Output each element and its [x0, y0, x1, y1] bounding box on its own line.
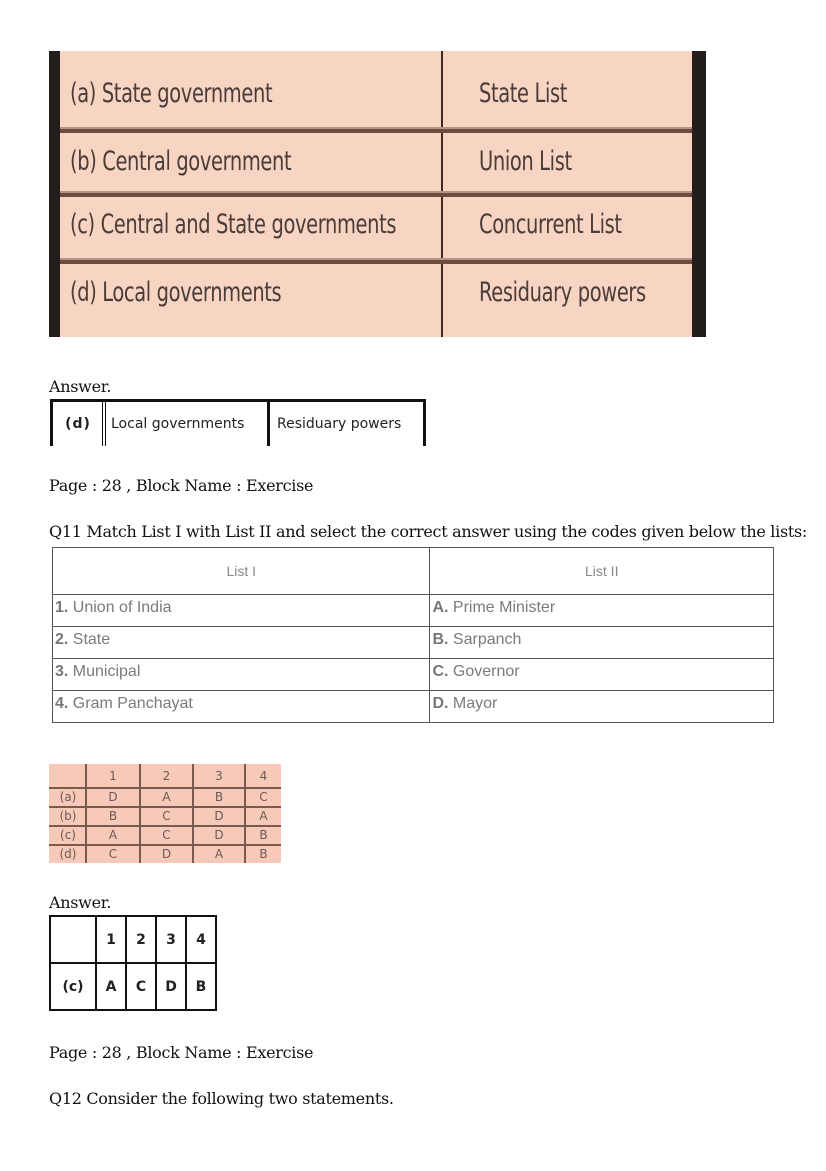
table-row [53, 627, 774, 659]
row-d-right: Residuary powers [479, 277, 646, 308]
row-d-left: (d) Local governments [70, 277, 282, 308]
codes-header-row: 1 2 3 4 [109, 769, 268, 783]
answer2-value-row: (c) A C D B [50, 963, 216, 1010]
item-text: State [68, 631, 111, 648]
answer-label: Answer. [49, 377, 112, 396]
item-text: Prime Minister [448, 599, 556, 616]
row-divider [60, 127, 692, 133]
page-reference: Page : 28 , Block Name : Exercise [49, 476, 314, 495]
answer-codes-image-table [49, 764, 281, 863]
row-divider [60, 258, 692, 264]
row-a-left: (a) State government [70, 78, 273, 109]
table-row [53, 659, 774, 691]
government-lists-image-table [49, 51, 706, 337]
item-text: Municipal [68, 663, 141, 680]
item-number: 2. [55, 631, 69, 648]
item-letter: A. [432, 599, 449, 616]
item-text: Governor [448, 663, 520, 680]
item-text: Gram Panchayat [68, 695, 193, 712]
row-b-right: Union List [479, 146, 572, 177]
header-list-ii: List II [430, 548, 774, 595]
image-border-left [49, 51, 60, 337]
row-a-right: State List [479, 78, 568, 109]
header-list-i: List I [53, 548, 430, 595]
answer1-option: (d) [65, 416, 91, 432]
item-text: Union of India [68, 599, 172, 616]
answer2-header-row: 1 2 3 4 [50, 916, 216, 963]
item-number: 4. [55, 695, 69, 712]
codes-row-a: (a) D A B C [59, 790, 268, 804]
item-letter: D. [432, 695, 449, 712]
row-c-left: (c) Central and State governments [70, 209, 397, 240]
divider [267, 402, 270, 446]
answer1-col1: Local governments [111, 416, 245, 432]
codes-row-d: (d) C D A B [59, 847, 268, 861]
question-q11: Q11 Match List I with List II and select the correct answer using the codes given below the lists: [49, 522, 807, 541]
item-number: 1. [55, 599, 69, 616]
double-divider [102, 402, 106, 446]
page-reference: Page : 28 , Block Name : Exercise [49, 1043, 314, 1062]
item-number: 3. [55, 663, 69, 680]
codes-row-c: (c) A C D B [60, 828, 268, 842]
row-b-left: (b) Central government [70, 146, 292, 177]
item-text: Sarpanch [448, 631, 522, 648]
item-letter: B. [432, 631, 449, 648]
table-row [53, 691, 774, 723]
answer1-table [50, 399, 426, 446]
item-text: Mayor [448, 695, 498, 712]
match-list-table [52, 547, 774, 723]
codes-row-b: (b) B C D A [59, 809, 268, 823]
image-border-right [692, 51, 706, 337]
question-q12: Q12 Consider the following two statements. [49, 1089, 394, 1108]
row-c-right: Concurrent List [479, 209, 622, 240]
answer2-table [49, 915, 217, 1011]
answer1-col2: Residuary powers [277, 416, 402, 432]
answer-label: Answer. [49, 893, 112, 912]
row-divider [60, 191, 692, 197]
item-letter: C. [432, 663, 449, 680]
table-row [53, 595, 774, 627]
